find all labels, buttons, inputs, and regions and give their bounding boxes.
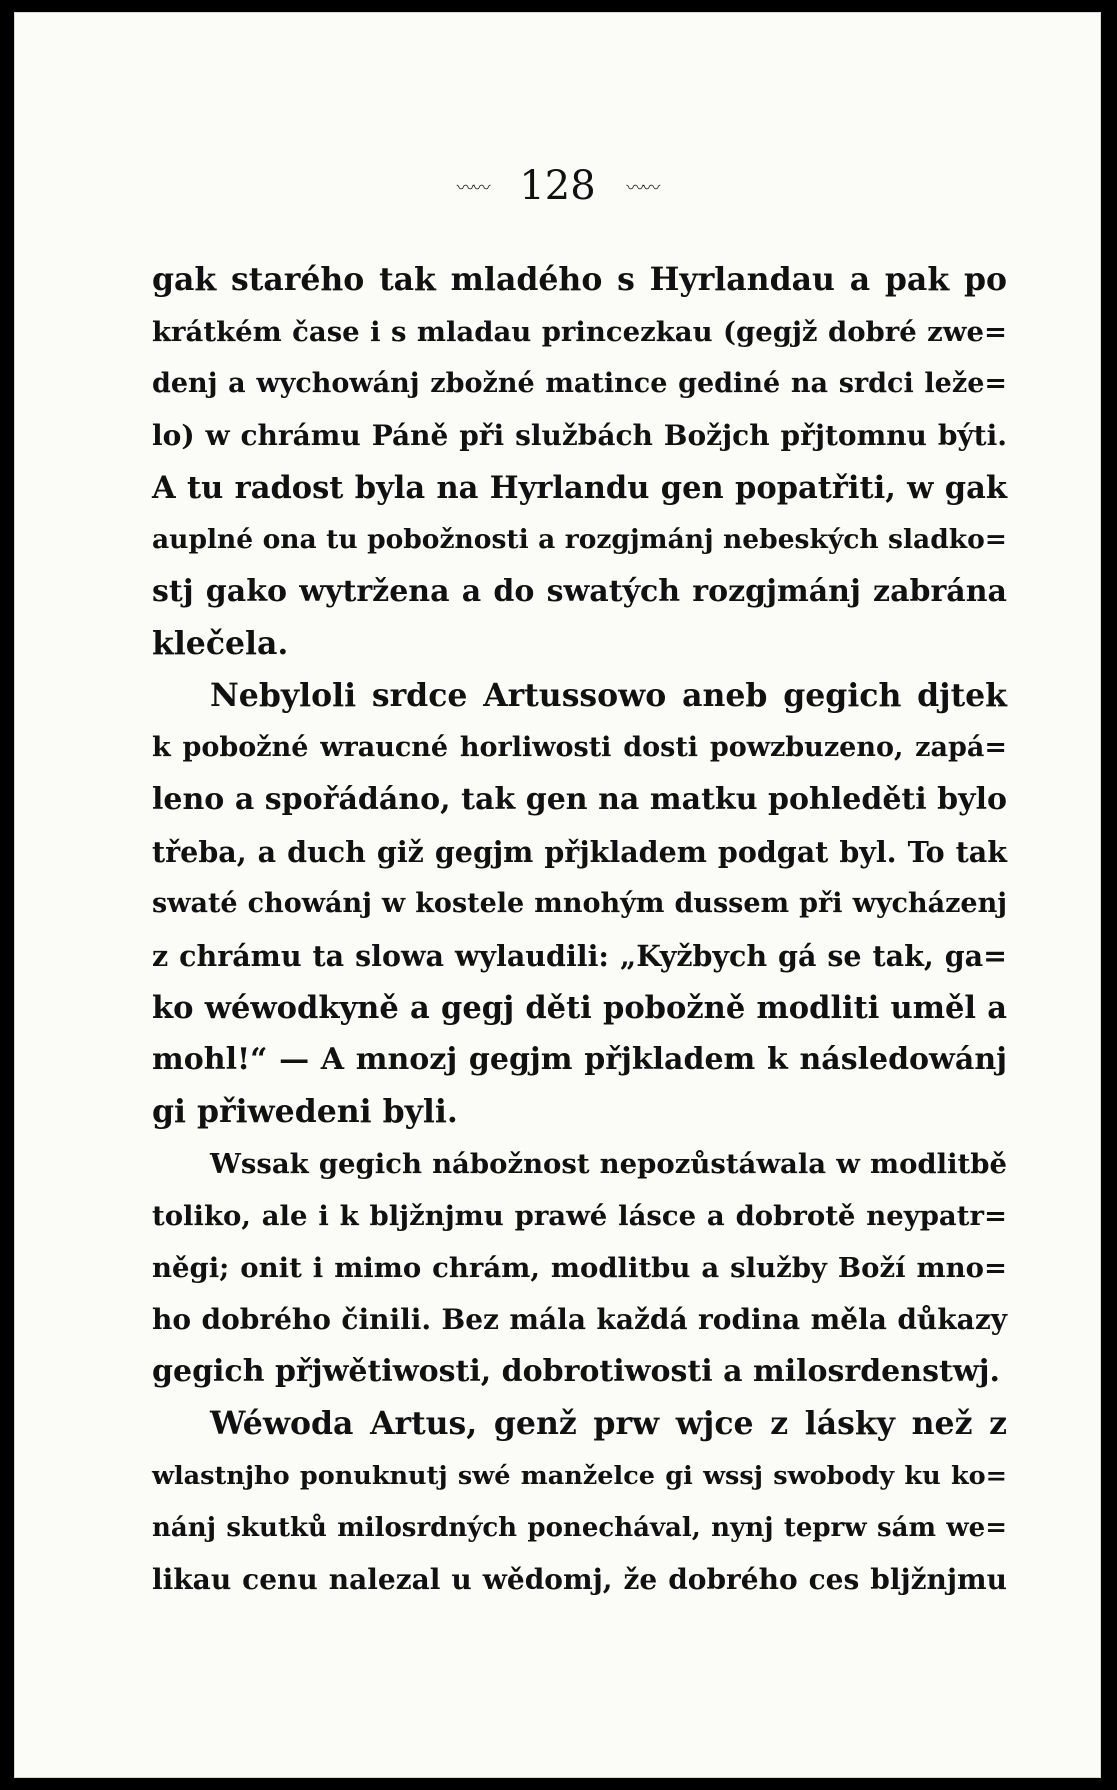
paragraph: [152, 254, 1007, 670]
ornament-right: 〰〰: [626, 178, 659, 199]
text-line: nánj skutků milosrdných ponechával, nynj teprw sám we=: [152, 1513, 1007, 1543]
text-line: Nebyloli srdce Artussowo aneb gegich djtek: [210, 677, 1007, 714]
text-line: ho dobrého činili. Bez mála každá rodina měla důkazy: [152, 1303, 1007, 1336]
text-line: swaté chowánj w kostele mnohým dussem při wycházenj: [152, 888, 1007, 919]
paragraph: [152, 1398, 1007, 1606]
text-line: stj gako wytržena a do swatých rozgjmánj zabrána: [152, 574, 1007, 609]
text-line: krátkém čase i s mladau princezkau (gegjž dobré zwe=: [152, 316, 1007, 348]
page-header: [14, 162, 1101, 213]
ornament-left: 〰〰: [456, 178, 489, 199]
book-page: [14, 12, 1101, 1778]
paragraph: [152, 1138, 1007, 1398]
text-line: denj a wychowánj zbožné matince gediné na srdci leže=: [152, 368, 1007, 399]
text-line: A tu radost byla na Hyrlandu gen popatřiti, w gak: [152, 470, 1007, 506]
text-line: toliko, ale i k bljžnjmu prawé lásce a dobrotě neypatr=: [152, 1200, 1007, 1232]
text-line: třeba, a duch giž gegjm přjkladem podgat byl. To tak: [152, 835, 1007, 869]
text-line: lo) w chrámu Páně při službách Božjch přjtomnu býti.: [152, 419, 1007, 452]
text-line: auplné ona tu pobožnosti a rozgjmánj nebeských sladko=: [152, 524, 1007, 555]
text-line: likau cenu nalezal u wědomj, že dobrého ces bljžnjmu: [152, 1563, 1007, 1596]
text-line: Wssak gegich nábožnost nepozůstáwala w modlitbě: [210, 1148, 1007, 1180]
text-line: mohl!“ — A mnozj gegjm přjkladem k následowánj: [152, 1042, 1007, 1077]
text-line: wlastnjho ponuknutj swé manželce gi wssj swobody ku ko=: [152, 1461, 1007, 1491]
text-line: gak starého tak mladého s Hyrlandau a pak po: [152, 261, 1007, 298]
page-number: 128: [519, 163, 596, 209]
text-line: něgi; onit i mimo chrám, modlitbu a služby Boží mno=: [152, 1252, 1007, 1284]
text-line: k pobožné wraucné horliwosti dosti powzbuzeno, zapá=: [152, 732, 1007, 763]
paragraph: [152, 670, 1007, 1138]
text-line: Wéwoda Artus, genž prw wjce z lásky než z: [210, 1405, 1007, 1442]
text-line: gegich přjwětiwosti, dobrotiwosti a milosrdenstwj.: [152, 1354, 1000, 1389]
text-line: z chrámu ta slowa wylaudili: „Kyžbych gá se tak, ga=: [152, 939, 1007, 973]
text-line: klečela.: [152, 625, 289, 662]
page-body-text: [152, 254, 1007, 1606]
text-line: ko wéwodkyně a gegj děti pobožně modliti uměl a: [152, 990, 1007, 1026]
text-line: leno a spořádáno, tak gen na matku pohleděti bylo: [152, 782, 1007, 817]
text-line: gi přiwedeni byli.: [152, 1093, 458, 1130]
